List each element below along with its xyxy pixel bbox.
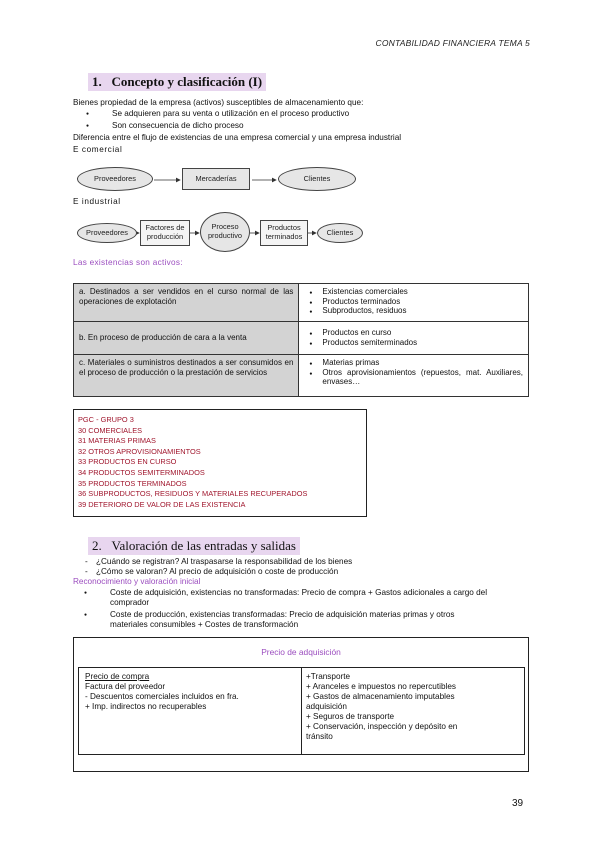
precio-compra-line: - Descuentos comerciales incluidos en fra. (85, 692, 239, 701)
node-productos-terminados: Productos terminados (260, 220, 308, 246)
section-2-title: 2. Valoración de las entradas y salidas (88, 537, 300, 555)
list-item: ● Productos en curso (304, 328, 523, 338)
pgc-line: 30 COMERCIALES (78, 425, 143, 435)
gasto-line: + Gastos de almacenamiento imputables (306, 692, 455, 701)
question-item: - ¿Cómo se valoran? Al precio de adquisición o coste de producción (96, 567, 338, 576)
list-item: ● Materias primas (304, 358, 523, 368)
bullet-item-continuation: comprador (110, 598, 150, 607)
precio-adquisicion-box (73, 637, 529, 772)
classification-table (73, 283, 529, 397)
list-item: ● Otros aprovisionamientos (repuestos, mat. Auxiliares, envases… (304, 368, 523, 387)
precio-adquisicion-title: Precio de adquisición (261, 647, 341, 657)
label-e-industrial: E industrial (73, 197, 121, 206)
table-cell: a. Destinados a ser vendidos en el curso normal de las operaciones de explotación (74, 284, 299, 322)
precio-compra-line: Factura del proveedor (85, 682, 166, 691)
pgc-line: 34 PRODUCTOS SEMITERMINADOS (78, 467, 205, 477)
gasto-line: + Conservación, inspección y depósito en (306, 722, 458, 731)
node-clientes-industrial: Clientes (317, 223, 363, 243)
pgc-line: 36 SUBPRODUCTOS, RESIDUOS Y MATERIALES RECUPERADOS (78, 489, 308, 499)
node-factores-produccion: Factores de producción (140, 220, 190, 246)
intro-text: Bienes propiedad de la empresa (activos) susceptibles de almacenamiento que: (73, 98, 364, 107)
node-proveedores-industrial: Proveedores (77, 223, 137, 243)
precio-compra-panel (78, 667, 302, 755)
page-number: 39 (512, 798, 524, 809)
precio-compra-line: + Imp. indirectos no recuperables (85, 702, 207, 711)
existencias-activos-heading: Las existencias son activos: (73, 258, 183, 267)
label-e-comercial: E comercial (73, 145, 123, 154)
table-cell: b. En proceso de producción de cara a la venta (74, 322, 299, 355)
list-item: ● Productos terminados (304, 297, 523, 307)
node-proveedores: Proveedores (77, 167, 153, 191)
document-header: CONTABILIDAD FINANCIERA TEMA 5 (375, 38, 530, 48)
bullet-item: ● Se adquieren para su venta o utilización en el proceso productivo (112, 109, 349, 118)
pgc-line: PGC - GRUPO 3 (78, 415, 134, 424)
bullet-item: ● Coste de adquisición, existencias no transformadas: Precio de compra + Gastos adicionales a cargo del (110, 588, 487, 597)
bullet-item-continuation: materiales consumibles + Costes de transformación (110, 620, 299, 629)
gasto-line: +Transporte (306, 672, 351, 681)
list-item: ● Existencias comerciales (304, 287, 523, 297)
gasto-line: adquisición (306, 702, 347, 711)
question-item: - ¿Cuándo se registran? Al traspasarse la responsabilidad de los bienes (96, 557, 352, 566)
pgc-line: 32 OTROS APROVISIONAMIENTOS (78, 446, 201, 456)
pgc-line: 35 PRODUCTOS TERMINADOS (78, 478, 187, 488)
table-row (74, 322, 529, 355)
node-clientes: Clientes (278, 167, 356, 191)
table-cell (299, 322, 529, 355)
difference-text: Diferencia entre el flujo de existencias de una empresa comercial y una empresa industrial (73, 133, 402, 142)
gastos-adicionales-panel (301, 667, 525, 755)
table-row (74, 355, 529, 397)
pgc-line: 39 DETERIORO DE VALOR DE LAS EXISTENCIA (78, 499, 246, 509)
list-item: ● Productos semiterminados (304, 338, 523, 348)
pgc-line: 33 PRODUCTOS EN CURSO (78, 457, 177, 467)
pgc-line: 31 MATERIAS PRIMAS (78, 436, 156, 446)
gasto-line: tránsito (306, 732, 333, 741)
reconocimiento-heading: Reconocimiento y valoración inicial (73, 577, 201, 586)
table-row (74, 284, 529, 322)
table-cell: c. Materiales o suministros destinados a ser consumidos en el proceso de producción o la prestación de servicios (74, 355, 299, 397)
table-cell (299, 355, 529, 397)
node-proceso-productivo: Proceso productivo (200, 212, 250, 252)
pgc-group-box (73, 409, 367, 517)
bullet-item: ● Son consecuencia de dicho proceso (112, 121, 244, 130)
table-cell (299, 284, 529, 322)
gasto-line: + Seguros de transporte (306, 712, 395, 721)
list-item: ● Subproductos, residuos (304, 306, 523, 316)
gasto-line: + Aranceles e impuestos no repercutibles (306, 682, 456, 691)
node-mercaderias: Mercaderías (182, 168, 250, 190)
section-1-title: 1. Concepto y clasificación (I) (88, 73, 266, 91)
precio-compra-title: Precio de compra (85, 672, 150, 681)
bullet-item: ● Coste de producción, existencias transformadas: Precio de adquisición materias primas y otros (110, 610, 455, 619)
